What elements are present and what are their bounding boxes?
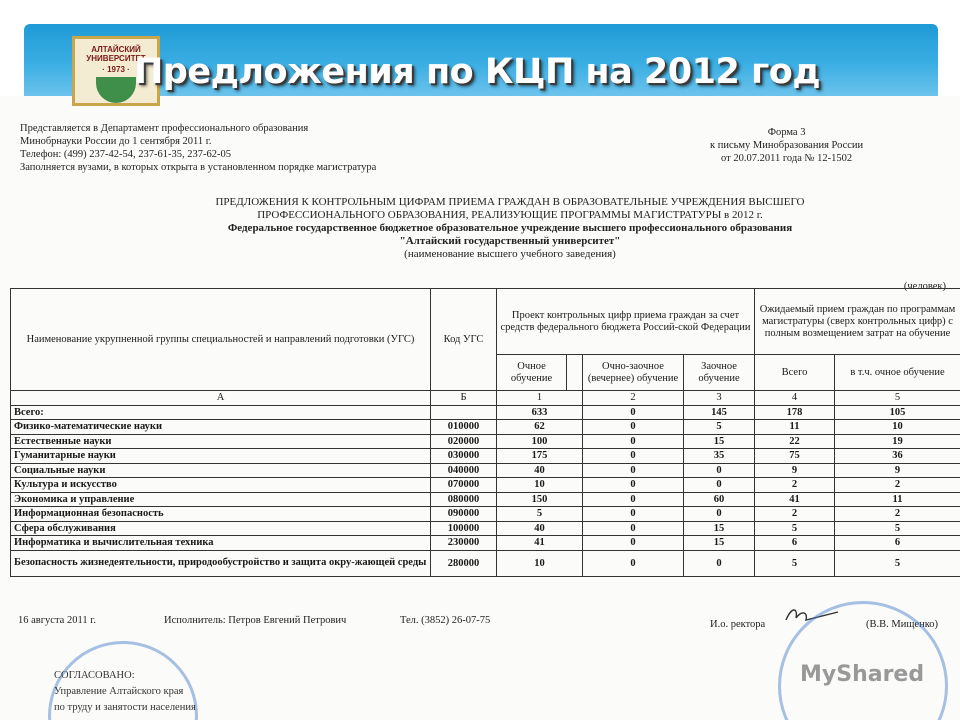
table-row (11, 507, 960, 522)
rector-name: (В.В. Мищенко) (866, 619, 939, 630)
col-header-code: Код УГС (431, 289, 497, 391)
index-cell: А (11, 391, 431, 406)
approval-line: Управление Алтайского края (54, 686, 184, 697)
group-header-budget: Проект контрольных цифр приема граждан за счет средств федерального бюджета Россий-ской Федерации (497, 289, 755, 355)
row-paid-fulltime: 11 (835, 492, 960, 507)
row-code (431, 405, 497, 420)
row-distance: 15 (684, 521, 755, 536)
table-body (11, 405, 960, 576)
logo-text-2: УНИВЕРСИТЕТ (86, 54, 146, 63)
signature-date: 16 августа 2011 г. (18, 615, 96, 626)
row-paid-total: 178 (755, 405, 835, 420)
document-heading (150, 196, 870, 261)
row-evening: 0 (583, 536, 684, 551)
row-fulltime: 41 (497, 536, 583, 551)
table-row (11, 550, 960, 576)
watermark: MyShared (800, 662, 925, 687)
row-fulltime: 62 (497, 420, 583, 435)
index-cell: 4 (755, 391, 835, 406)
heading-line: ПРЕДЛОЖЕНИЯ К КОНТРОЛЬНЫМ ЦИФРАМ ПРИЕМА ГРАЖДАН В ОБРАЗОВАТЕЛЬНЫЕ УЧРЕЖДЕНИЯ ВЫСШЕГО (215, 196, 805, 208)
row-evening: 0 (583, 521, 684, 536)
row-evening: 0 (583, 478, 684, 493)
row-code: 070000 (431, 478, 497, 493)
row-fulltime: 100 (497, 434, 583, 449)
table-row (11, 536, 960, 551)
row-name: Физико-математические науки (11, 420, 431, 435)
heading-line: ПРОФЕССИОНАЛЬНОГО ОБРАЗОВАНИЯ, РЕАЛИЗУЮЩИЕ ПРОГРАММЫ МАГИСТРАТУРЫ в 2012 г. (257, 209, 763, 221)
row-fulltime: 10 (497, 478, 583, 493)
table-row (11, 478, 960, 493)
sub-header-total: Всего (755, 355, 835, 391)
sub-header-fulltime: Очное обучение (497, 355, 567, 391)
index-cell: 5 (835, 391, 960, 406)
row-evening: 0 (583, 463, 684, 478)
row-code: 090000 (431, 507, 497, 522)
row-evening: 0 (583, 405, 684, 420)
row-evening: 0 (583, 434, 684, 449)
row-code: 020000 (431, 434, 497, 449)
heading-line: Федеральное государственное бюджетное образовательное учреждение высшего профессионального образования (227, 222, 793, 234)
header-left-line: Минобрнауки России до 1 сентября 2011 г. (20, 136, 212, 147)
university-name: "Алтайский государственный университет" (399, 235, 621, 247)
row-code: 010000 (431, 420, 497, 435)
row-paid-fulltime: 6 (835, 536, 960, 551)
header-right (710, 126, 863, 165)
table-row (11, 492, 960, 507)
row-name: Всего: (11, 405, 431, 420)
form-number: Форма 3 (767, 127, 806, 138)
header-left-line: Телефон: (499) 237-42-54, 237-61-35, 237-62-05 (20, 149, 232, 160)
row-distance: 60 (684, 492, 755, 507)
row-distance: 0 (684, 463, 755, 478)
row-fulltime: 40 (497, 521, 583, 536)
row-paid-total: 5 (755, 521, 835, 536)
rector-label: И.о. ректора (710, 619, 766, 630)
admission-table (10, 288, 960, 577)
row-evening: 0 (583, 507, 684, 522)
executor: Исполнитель: Петров Евгений Петрович (164, 615, 347, 626)
header-left-line: Представляется в Департамент профессионального образования (20, 123, 309, 134)
index-cell: 1 (497, 391, 583, 406)
table-row (11, 420, 960, 435)
executor-phone: Тел. (3852) 26-07-75 (400, 615, 491, 626)
row-name: Информатика и вычислительная техника (11, 536, 431, 551)
index-cell: 3 (684, 391, 755, 406)
table-row (11, 434, 960, 449)
logo-text-1: АЛТАЙСКИЙ (91, 45, 141, 54)
row-code: 080000 (431, 492, 497, 507)
row-paid-total: 9 (755, 463, 835, 478)
row-paid-fulltime: 2 (835, 478, 960, 493)
row-paid-total: 41 (755, 492, 835, 507)
row-name: Экономика и управление (11, 492, 431, 507)
row-paid-fulltime: 19 (835, 434, 960, 449)
row-code: 280000 (431, 550, 497, 576)
row-distance: 0 (684, 550, 755, 576)
row-fulltime: 10 (497, 550, 583, 576)
approval-label: СОГЛАСОВАНО: (54, 670, 135, 681)
header-right-line: от 20.07.2011 года № 12-1502 (721, 153, 853, 164)
row-code: 040000 (431, 463, 497, 478)
header-left-line: Заполняется вузами, в которых открыта в установленном порядке магистратура (20, 162, 377, 173)
row-name: Сфера обслуживания (11, 521, 431, 536)
row-name: Безопасность жизнедеятельности, природообустройство и защита окру-жающей среды (11, 550, 431, 576)
row-evening: 0 (583, 550, 684, 576)
index-cell: 2 (583, 391, 684, 406)
unit-label: (человек) (903, 281, 946, 292)
logo-shield-icon (96, 77, 136, 103)
row-code: 230000 (431, 536, 497, 551)
row-paid-fulltime: 36 (835, 449, 960, 464)
row-fulltime: 175 (497, 449, 583, 464)
row-paid-total: 6 (755, 536, 835, 551)
row-evening: 0 (583, 492, 684, 507)
row-paid-total: 2 (755, 507, 835, 522)
sub-header-incl-fulltime: в т.ч. очное обучение (835, 355, 960, 391)
row-name: Информационная безопасность (11, 507, 431, 522)
row-code: 100000 (431, 521, 497, 536)
sub-header-spacer (567, 355, 583, 391)
table-row (11, 521, 960, 536)
row-paid-fulltime: 2 (835, 507, 960, 522)
approval-line: по труду и занятости населения (54, 702, 196, 713)
row-distance: 0 (684, 507, 755, 522)
group-header-paid: Ожидаемый прием граждан по программам магистратуры (сверх контрольных цифр) с полным возмещением затрат на обучение (755, 289, 960, 355)
row-name: Естественные науки (11, 434, 431, 449)
row-fulltime: 150 (497, 492, 583, 507)
approval-block (54, 668, 196, 716)
row-distance: 0 (684, 478, 755, 493)
row-evening: 0 (583, 420, 684, 435)
row-code: 030000 (431, 449, 497, 464)
index-cell: Б (431, 391, 497, 406)
table-row (11, 449, 960, 464)
row-name: Социальные науки (11, 463, 431, 478)
sub-header-distance: Заочное обучение (684, 355, 755, 391)
row-distance: 15 (684, 536, 755, 551)
sub-header-evening: Очно-заочное (вечернее) обучение (583, 355, 684, 391)
slide-title: Предложения по КЦП на 2012 год (134, 52, 821, 92)
row-name: Гуманитарные науки (11, 449, 431, 464)
row-fulltime: 633 (497, 405, 583, 420)
scanned-document (0, 96, 960, 720)
row-fulltime: 40 (497, 463, 583, 478)
row-paid-fulltime: 9 (835, 463, 960, 478)
row-distance: 35 (684, 449, 755, 464)
header-right-line: к письму Минобразования России (710, 140, 864, 151)
row-distance: 145 (684, 405, 755, 420)
row-paid-total: 22 (755, 434, 835, 449)
row-paid-fulltime: 5 (835, 550, 960, 576)
row-paid-fulltime: 105 (835, 405, 960, 420)
logo-year: · 1973 · (102, 65, 130, 74)
row-fulltime: 5 (497, 507, 583, 522)
table-row (11, 463, 960, 478)
row-paid-fulltime: 5 (835, 521, 960, 536)
row-paid-total: 5 (755, 550, 835, 576)
row-name: Культура и искусство (11, 478, 431, 493)
row-paid-total: 75 (755, 449, 835, 464)
header-left (20, 122, 376, 174)
table-row (11, 405, 960, 420)
row-paid-fulltime: 10 (835, 420, 960, 435)
col-header-name: Наименование укрупненной группы специальностей и направлений подготовки (УГС) (11, 289, 431, 391)
row-evening: 0 (583, 449, 684, 464)
row-paid-total: 2 (755, 478, 835, 493)
university-name-caption: (наименование высшего учебного заведения) (404, 248, 616, 260)
row-distance: 15 (684, 434, 755, 449)
row-paid-total: 11 (755, 420, 835, 435)
row-distance: 5 (684, 420, 755, 435)
